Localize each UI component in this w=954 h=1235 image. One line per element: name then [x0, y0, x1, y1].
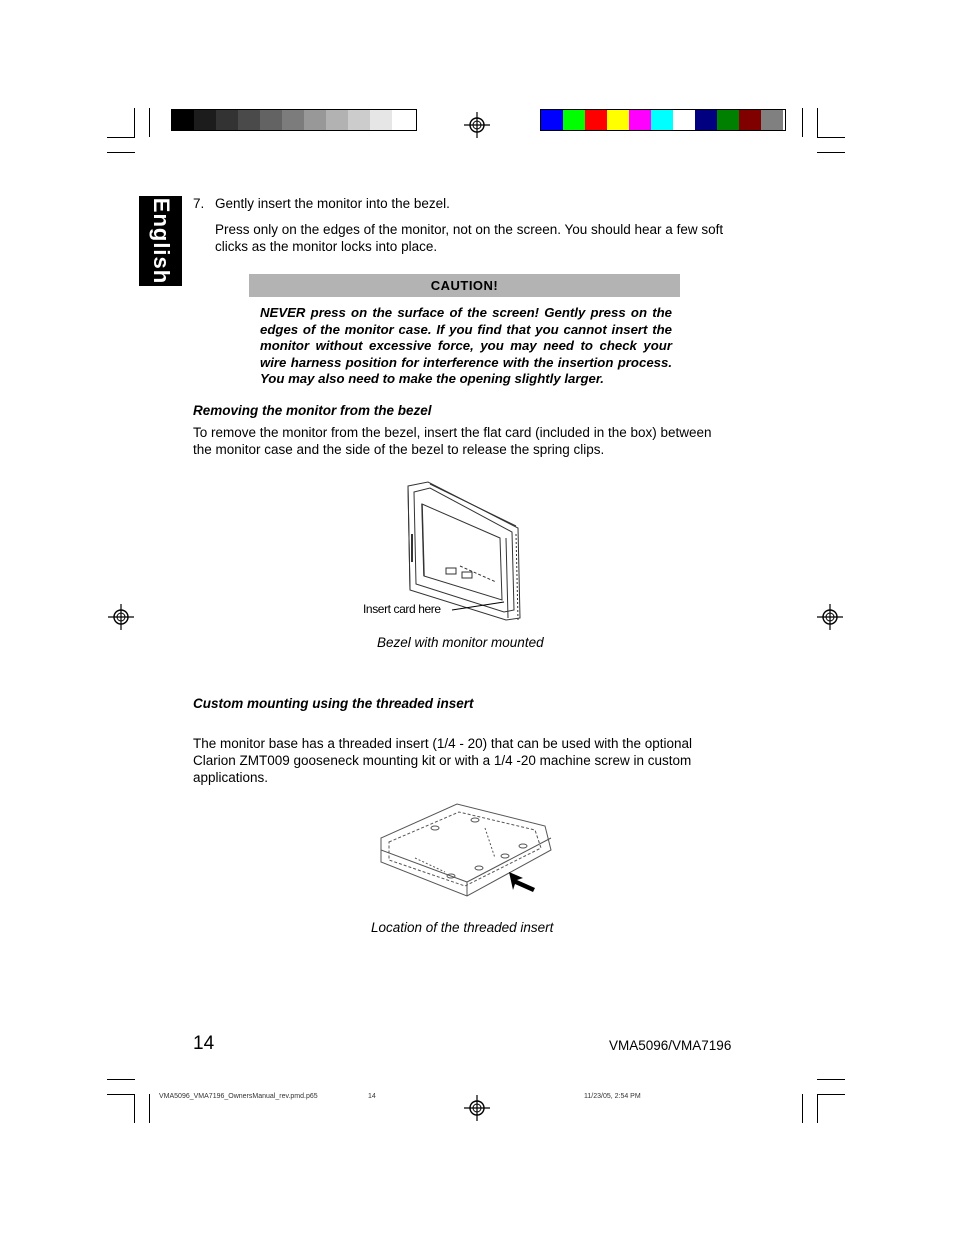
calibration-swatch [260, 110, 282, 130]
figure-caption-threaded-insert: Location of the threaded insert [371, 920, 554, 935]
calibration-swatch [172, 110, 194, 130]
crop-mark [149, 108, 150, 137]
calibration-swatch [194, 110, 216, 130]
removing-body: To remove the monitor from the bezel, insert the flat card (included in the box) between the monitor case and the side of the bezel to release the spring clips. [193, 425, 712, 457]
crop-mark [817, 1079, 845, 1080]
calibration-swatch [761, 110, 783, 130]
grayscale-calibration-bar [171, 109, 417, 131]
file-page: 14 [368, 1093, 376, 1100]
crop-mark [817, 108, 818, 137]
registration-mark-icon [817, 604, 843, 630]
calibration-swatch [673, 110, 695, 130]
crop-mark [817, 1094, 818, 1123]
calibration-swatch [348, 110, 370, 130]
calibration-swatch [629, 110, 651, 130]
step-title: Gently insert the monitor into the bezel. [215, 196, 450, 211]
crop-mark [149, 1094, 150, 1123]
calibration-swatch [739, 110, 761, 130]
registration-mark-icon [108, 604, 134, 630]
page-number: 14 [193, 1033, 215, 1054]
crop-mark [802, 108, 803, 137]
step-body: Press only on the edges of the monitor, not on the screen. You should hear a few soft clicks as the monitor locks into place. [215, 222, 724, 254]
caution-text: NEVER press on the surface of the screen! Gently press on the edges of the monitor case. If you find that you cannot insert the monitor without excessive force, you may need to check your wire harness position for interference with the insertion process. You may also need to make the opening slightly larger. [260, 305, 672, 387]
registration-mark-icon [464, 112, 490, 138]
color-calibration-bar [540, 109, 786, 131]
calibration-swatch [563, 110, 585, 130]
crop-mark [134, 108, 135, 137]
section-heading-removing: Removing the monitor from the bezel [193, 403, 432, 418]
calibration-swatch [651, 110, 673, 130]
crop-mark [817, 152, 845, 153]
calibration-swatch [392, 110, 414, 130]
calibration-swatch [607, 110, 629, 130]
caution-heading: CAUTION! [249, 274, 680, 297]
crop-mark [107, 137, 135, 138]
figure-label-insert-card: Insert card here [363, 602, 441, 616]
crop-mark [107, 1079, 135, 1080]
calibration-swatch [585, 110, 607, 130]
language-tab-label: English [148, 197, 174, 285]
calibration-swatch [326, 110, 348, 130]
crop-mark [134, 1094, 135, 1123]
file-timestamp: 11/23/05, 2:54 PM [584, 1093, 641, 1100]
calibration-swatch [695, 110, 717, 130]
crop-mark [817, 137, 845, 138]
crop-mark [802, 1094, 803, 1123]
calibration-swatch [216, 110, 238, 130]
crop-mark [107, 1094, 135, 1095]
calibration-swatch [541, 110, 563, 130]
model-number: VMA5096/VMA7196 [609, 1038, 732, 1053]
registration-mark-icon [464, 1095, 490, 1121]
calibration-swatch [370, 110, 392, 130]
crop-mark [817, 1094, 845, 1095]
language-tab [139, 196, 182, 286]
file-name: VMA5096_VMA7196_OwnersManual_rev.pmd.p65 [159, 1093, 318, 1100]
custom-body: The monitor base has a threaded insert (1/4 - 20) that can be used with the optional Clarion ZMT009 gooseneck mounting kit or with a 1/4 -20 machine screw in custom applications. [193, 736, 693, 785]
figure-caption-bezel: Bezel with monitor mounted [377, 635, 544, 650]
calibration-swatch [304, 110, 326, 130]
calibration-swatch [717, 110, 739, 130]
section-heading-custom-mounting: Custom mounting using the threaded insert [193, 696, 474, 711]
calibration-swatch [238, 110, 260, 130]
crop-mark [107, 152, 135, 153]
calibration-swatch [282, 110, 304, 130]
monitor-base-illustration [375, 798, 560, 900]
step-number: 7. [193, 196, 205, 211]
